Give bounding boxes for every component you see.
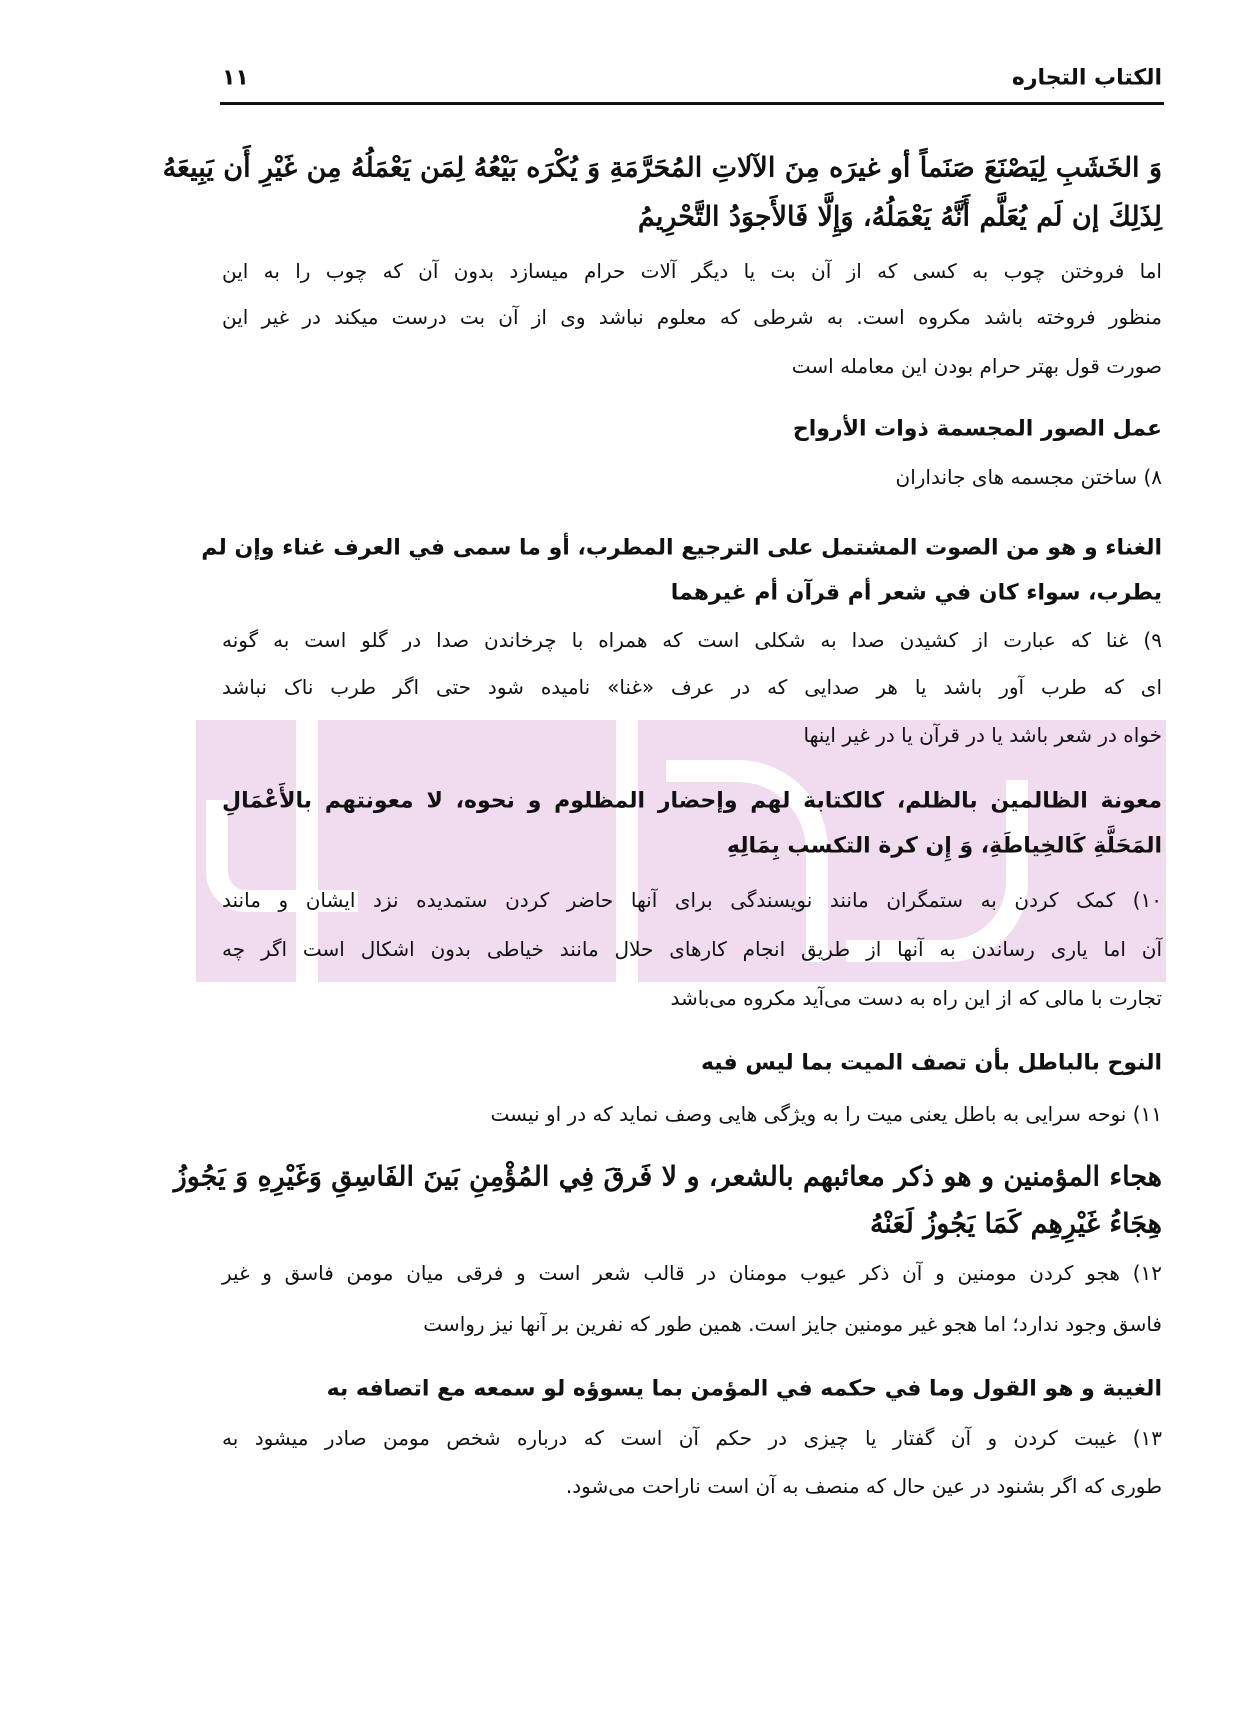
arabic-text-line: الغناء و هو من الصوت المشتمل على الترجيع المطرب، أو ما سمى في العرف غناء وإن لم <box>201 535 1162 561</box>
arabic-text-line: هجاء المؤمنين و هو ذكر معائبهم بالشعر، و لا فَرقَ فِي المُؤْمِنِ بَينَ الفَاسِقِ وَغَيْرِهِ وَ يَجُوزُ <box>173 1161 1162 1193</box>
persian-translation-line: ۱۱) نوحه سرایی به باطل یعنی میت را به ویژگی هایی وصف نماید که در او نیست <box>490 1102 1162 1126</box>
section-heading: النوح بالباطل بأن تصف الميت بما ليس فيه <box>700 1050 1162 1076</box>
arabic-text-line: المَحَلَّةِ كَالخِياطَةِ، وَ إِن كرة التكسب بِمَالِهِ <box>726 833 1162 859</box>
persian-translation-line: تجارت با مالی که از این راه به دست می‌آید مکروه می‌باشد <box>670 986 1162 1010</box>
persian-translation-line: فاسق وجود ندارد؛ اما هجو غیر مومنین جایز است. همین طور که نفرین بر آنها نیز رواست <box>423 1312 1162 1336</box>
persian-translation-line: منظور فروخته باشد مکروه است. به شرطی که معلوم نباشد وی از آن بت درست میکند در غیر این <box>222 305 1162 329</box>
arabic-text-line: معونة الظالمين بالظلم، كالكتابة لهم وإحضار المظلوم و نحوه، لا معونتهم بالأَعْمَالِ <box>222 788 1162 814</box>
header-rule <box>220 102 1164 105</box>
arabic-text-line: وَ الخَشَبِ لِيَصْنَعَ صَنَماً أو غيرَه مِنَ الآلاتِ المُحَرَّمَةِ وَ يُكْرَه بَيْعُهُ لِمَن يَعْمَلُهُ مِن غَيْرِ أَن يَبِيعَهُ <box>162 152 1162 184</box>
persian-translation-line: ای که طرب آور باشد یا هر صدایی که در عرف «غنا» نامیده شود حتی اگر طرب ناک نباشد <box>222 675 1162 699</box>
page-number: ۱۱ <box>222 65 249 91</box>
persian-translation-line: طوری که اگر بشنود در عین حال که منصف به آن است ناراحت می‌شود. <box>565 1474 1162 1498</box>
arabic-text-line: لِذَلِكَ إن لَم يُعَلَّم أَنَّهُ يَعْمَلُهُ، وَإِلَّا فَالأَجوَدُ التَّحْرِيمُ <box>637 201 1162 233</box>
persian-translation-line: صورت قول بهتر حرام بودن این معامله است <box>791 354 1162 378</box>
persian-translation-line: خواه در شعر باشد یا در قرآن یا در غیر اینها <box>803 723 1162 747</box>
persian-translation-line: ۸) ساختن مجسمه های جانداران <box>895 465 1162 489</box>
section-heading: عمل الصور المجسمة ذوات الأرواح <box>792 416 1162 442</box>
persian-translation-line: ۱۰) کمک کردن به ستمگران مانند نویسندگی برای آنها حاضر کردن ستمدیده نزد ایشان و مانند <box>222 888 1162 912</box>
arabic-text-line: هِجَاءُ غَيْرِهِم كَمَا يَجُوزُ لَعَنْهُ <box>869 1208 1162 1240</box>
persian-translation-line: ۹) غنا که عبارت از کشیدن صدا به شکلی است که همراه با چرخاندن صدا در گلو است به گونه <box>222 628 1162 652</box>
persian-translation-line: اما فروختن چوب به کسی که از آن بت یا دیگر آلات حرام میسازد بدون آن که چوب را به این <box>222 259 1162 283</box>
persian-translation-line: ۱۲) هجو کردن مومنین و آن ذکر عیوب مومنان در قالب شعر است و فرقی میان مومن فاسق و غیر <box>222 1261 1162 1285</box>
section-heading: الغيبة و هو القول وما في حكمه في المؤمن بما يسوؤه لو سمعه مع اتصافه به <box>326 1376 1162 1402</box>
arabic-text-line: يطرب، سواء كان في شعر أم قرآن أم غيرهما <box>670 580 1162 606</box>
persian-translation-line: آن اما یاری رساندن به آنها از طریق انجام کارهای حلال مانند خیاطی بدون اشکال است اگر چه <box>222 937 1162 961</box>
running-header-title: الکتاب التجاره <box>1011 65 1162 91</box>
persian-translation-line: ۱۳) غیبت کردن و آن گفتار یا چیزی در حکم آن است که درباره شخص مومن صادر میشود به <box>222 1426 1162 1450</box>
